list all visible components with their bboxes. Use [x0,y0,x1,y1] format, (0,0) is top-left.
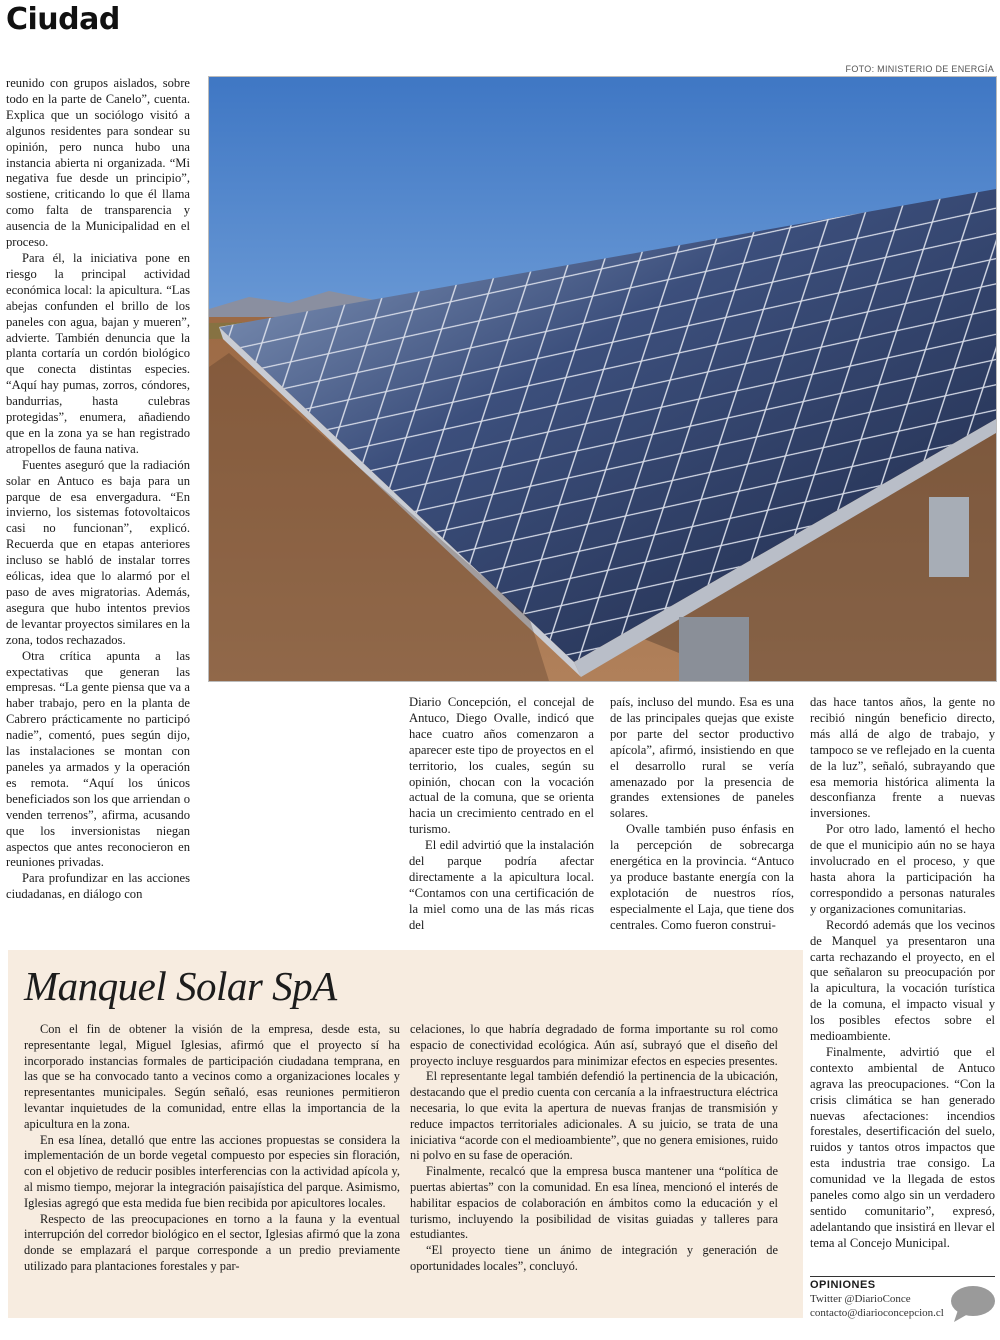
sidebar-column-1 [24,1022,400,1275]
paragraph: En esa línea, detalló que entre las acciones propuestas se considera la implementación de un borde vegetal compuesto por especies sin floración, con el objetivo de reducir posibles interferencias con la actividad apícola y, al mismo tiempo, mejorar la integración paisajística del parque. Asimismo, Iglesias agregó que esta medida fue bien recibida por apicultores locales. [24,1132,400,1210]
paragraph: país, incluso del mundo. Esa es una de las principales quejas que existe por parte del sector productivo apícola”, afirmó, insistiendo en que el desarrollo rural se vería amenazado por la presencia de grandes extensiones de paneles solares. [610,695,794,821]
photo-credit: FOTO: MINISTERIO DE ENERGÍA [845,64,994,74]
speech-bubble-icon [950,1284,996,1324]
paragraph: El representante legal también defendió la pertinencia de la ubicación, destacando que el predio cuenta con cercanía a la infraestructura eléctrica necesaria, lo que evita la apertura de nuevas franjas de transmisión y reduce impactos territoriales adicionales. A su juicio, se trata de una iniciativa “acorde con el medioambiente”, que no genera emisiones, ruido ni polvo en su fase de operación. [410,1069,778,1163]
paragraph: Finalmente, advirtió que el contexto ambiental de Antuco agrava las preocupaciones. “Con la crisis climática se han generado nuevas afectaciones: incendios forestales, desertificación del suelo, ruidos y tantos otros impactos que esta industria trae consigo. La comunidad ve la llegada de estos paneles como algo sin un verdadero sentido comunitario”, expresó, adelantando que insistirá en llevar el tema al Concejo Municipal. [810,1044,995,1250]
sidebar-title: Manquel Solar SpA [24,963,337,1009]
paragraph: reunido con grupos aislados, sobre todo en la parte de Canelo”, cuenta. Explica que un sociólogo visitó a algunos residentes para sondear su opinión, pero nunca hubo una instancia abierta ni organizada. “Mi negativa fue desde un principio”, sostiene, criticando lo que él llama como falta de transparencia y ausencia de la Municipalidad en el proceso. [6,76,190,250]
paragraph: “El proyecto tiene un ánimo de integración y generación de oportunidades locales”, concluyó. [410,1243,778,1273]
article-column-4 [810,695,995,1252]
paragraph: Otra crítica apunta a las expectativas que generan las empresas. “La gente piensa que va a haber trabajo, pero en la planta de Cabrero prácticamente no participó nadie”, comentó, pues según dijo, las instalaciones se montan con paneles ya armados y la operación es remota. “Aquí los únicos beneficiados son los que arriendan o venden terrenos”, afirma, acusando que los inversionistas niegan aspectos que antes reconocieron en reuniones privadas. [6,648,190,870]
paragraph: Por otro lado, lamentó el hecho de que el municipio aún no se haya involucrado en el proceso, y que hasta ahora la participación ha correspondido a personas naturales y organizaciones comunitarias. [810,822,995,916]
twitter-handle[interactable]: Twitter @DiarioConce [810,1293,911,1305]
opinions-label: OPINIONES [810,1279,876,1291]
paragraph: das hace tantos años, la gente no recibió ningún beneficio directo, más allá de algo de trabajo, y tampoco se ve reflejado en la cuenta de la luz”, señaló, subrayando que esa memoria histórica alimenta la desconfianza frente a nuevas inversiones. [810,695,995,821]
paragraph: Diario Concepción, el concejal de Antuco, Diego Ovalle, indicó que hace cuatro años comenzaron a aparecer este tipo de proyectos en el territorio, los cuales, según su opinión, chocan con la vocación actual de la comuna, que se orienta hacia un crecimiento centrado en el turismo. [409,695,594,837]
article-column-1 [6,76,190,903]
paragraph: Respecto de las preocupaciones en torno a la fauna y la eventual interrupción del corredor biológico en el sector, Iglesias afirmó que la zona donde se emplazará el parque corresponde a un predio previamente utilizado para plantaciones forestales y par- [24,1211,400,1273]
solar-panels-photo [208,76,997,682]
paragraph: El edil advirtió que la instalación del parque podría afectar directamente a la apicultura local. “Contamos con una certificación de la miel como una de las más ricas del [409,838,594,932]
paragraph: celaciones, lo que habría degradado de forma importante su rol como espacio de conectividad ecológica. Aún así, subrayó que el diseño del proyecto incluye resguardos para minimizar efectos en especies presentes. [410,1022,778,1068]
paragraph: Ovalle también puso énfasis en la percepción de sobrecarga energética en la provincia. “Antuco ya produce bastante energía con la explotación de nuestros ríos, especialmente el Laja, que tiene dos centrales. Como fueron construi- [610,822,794,932]
paragraph: Recordó además que los vecinos de Manquel ya presentaron una carta rechazando el proyecto, en el que señalaron su preocupación por la apicultura, la vocación turística de la comuna, el impacto visual y los posibles efectos sobre el medioambiente. [810,917,995,1044]
opinions-divider [810,1276,995,1277]
article-column-3 [610,695,794,934]
section-title: Ciudad [6,2,120,37]
paragraph: Para profundizar en las acciones ciudadanas, en diálogo con [6,871,190,902]
paragraph: Para él, la iniciativa pone en riesgo la principal actividad económica local: la apicultura. “Las abejas confunden el brillo de los paneles con agua, bajan y mueren”, advierte. También denuncia que la planta cortaría un cordón biológico que conecta distintas especies. “Aquí hay pumas, zorros, cóndores, bandurrias, hasta culebras protegidas”, enumera, añadiendo que en la zona ya se han registrado atropellos de fauna nativa. [6,250,190,456]
article-column-2 [409,695,594,934]
paragraph: Finalmente, recalcó que la empresa busca mantener una “política de puertas abiertas” con la comunidad. En esa línea, mencionó el interés de habilitar espacios de colaboración en ámbitos como la educación y el turismo, incluyendo la posibilidad de visitas guiadas y talleres para estudiantes. [410,1164,778,1242]
paragraph: Con el fin de obtener la visión de la empresa, desde esta, su representante legal, Miguel Iglesias, afirmó que el proyecto sí ha incorporado instancias formales de participación ciudadana temprana, en las que se ha convocado tanto a vecinos como a organizaciones locales y representantes municipales. Según señaló, esas reuniones permitieron levantar inquietudes de la comunidad, entre ellas la importancia de la apicultura en la zona. [24,1022,400,1131]
paragraph: Fuentes aseguró que la radiación solar en Antuco es baja para un parque de esa envergadura. “En invierno, los sistemas fotovoltaicos casi no funcionan”, explicó. Recuerda que en etapas anteriores incluso se habló de instalar torres eólicas, idea que lo alarmó por el paso de aves migratorias. Además, asegura que hubo intentos previos de levantar proyectos similares en la zona, todos rechazados. [6,457,190,647]
sidebar-column-2 [410,1022,778,1275]
company-sidebar-box [8,950,803,1318]
contact-email[interactable]: contacto@diarioconcepcion.cl [810,1307,944,1319]
